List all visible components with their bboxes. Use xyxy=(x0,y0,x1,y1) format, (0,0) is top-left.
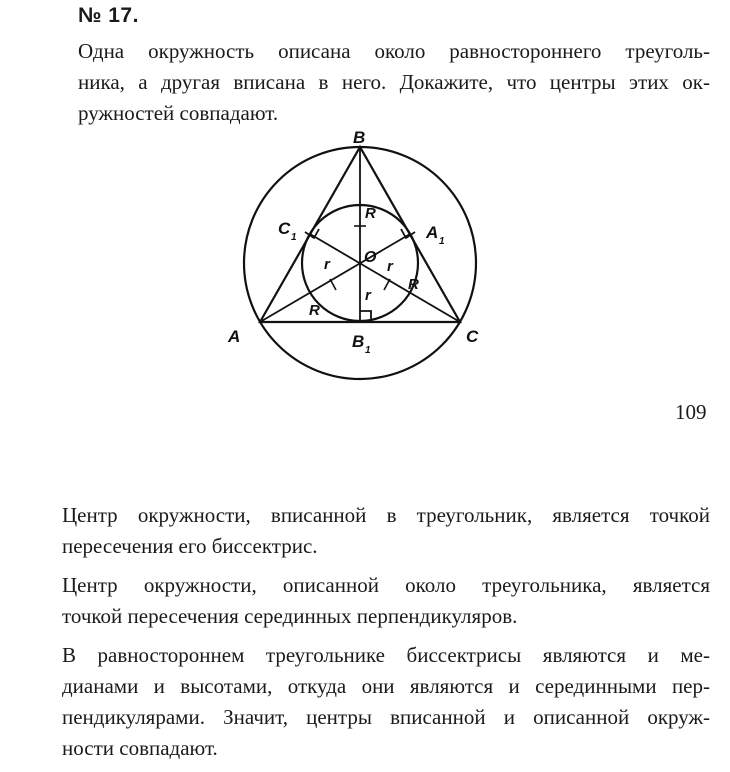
label-c: C xyxy=(466,327,479,346)
tick-mark-left xyxy=(330,279,336,290)
solution-line: В равностороннем треугольнике биссектрисы являются и ме- xyxy=(62,643,710,667)
solution-line: ности совпадают. xyxy=(62,736,218,760)
label-b1-subscript: 1 xyxy=(365,345,371,356)
label-r-small-bottom: r xyxy=(365,287,371,304)
label-o: O xyxy=(364,249,377,266)
solution-line: пендикулярами. Значит, центры вписанной и описанной окруж- xyxy=(62,705,710,729)
geometry-figure xyxy=(220,128,510,398)
solution-paragraph xyxy=(62,570,710,632)
problem-line: ника, а другая вписана в него. Докажите, что центры этих ок- xyxy=(78,70,710,94)
solution-text xyxy=(62,500,710,772)
problem-line: ружностей совпадают. xyxy=(78,101,279,125)
label-r-small-right: r xyxy=(387,258,393,275)
solution-line: Центр окружности, вписанной в треугольник, является точкой xyxy=(62,503,710,527)
label-a1: A xyxy=(426,223,439,242)
label-a: A xyxy=(228,327,241,346)
figure-svg xyxy=(220,128,510,398)
label-r-small-left: r xyxy=(324,256,330,273)
page-number: 109 xyxy=(675,400,707,424)
tick-mark-right xyxy=(384,279,390,290)
solution-paragraph xyxy=(62,640,710,764)
solution-paragraph xyxy=(62,500,710,562)
problem-statement xyxy=(78,36,710,129)
median-c xyxy=(310,234,460,322)
solution-line: дианами и высотами, откуда они являются и серединными пер- xyxy=(62,674,710,698)
label-c1-subscript: 1 xyxy=(291,232,297,243)
problem-line: Одна окружность описана около равностороннего треуголь- xyxy=(78,39,710,63)
solution-line: точкой пересечения серединных перпендикуляров. xyxy=(62,604,518,628)
label-c1: C xyxy=(278,219,291,238)
label-r-right: R xyxy=(408,276,419,293)
solution-line: пересечения его биссектрис. xyxy=(62,534,318,558)
solution-line: Центр окружности, описанной около треугольника, является xyxy=(62,573,710,597)
problem-number: № 17. xyxy=(78,4,139,27)
label-r-left: R xyxy=(309,302,320,319)
label-a1-subscript: 1 xyxy=(439,236,445,247)
label-b: B xyxy=(353,128,366,147)
median-a xyxy=(260,234,410,322)
label-r-top: R xyxy=(365,205,376,222)
label-b1: B xyxy=(352,332,365,351)
